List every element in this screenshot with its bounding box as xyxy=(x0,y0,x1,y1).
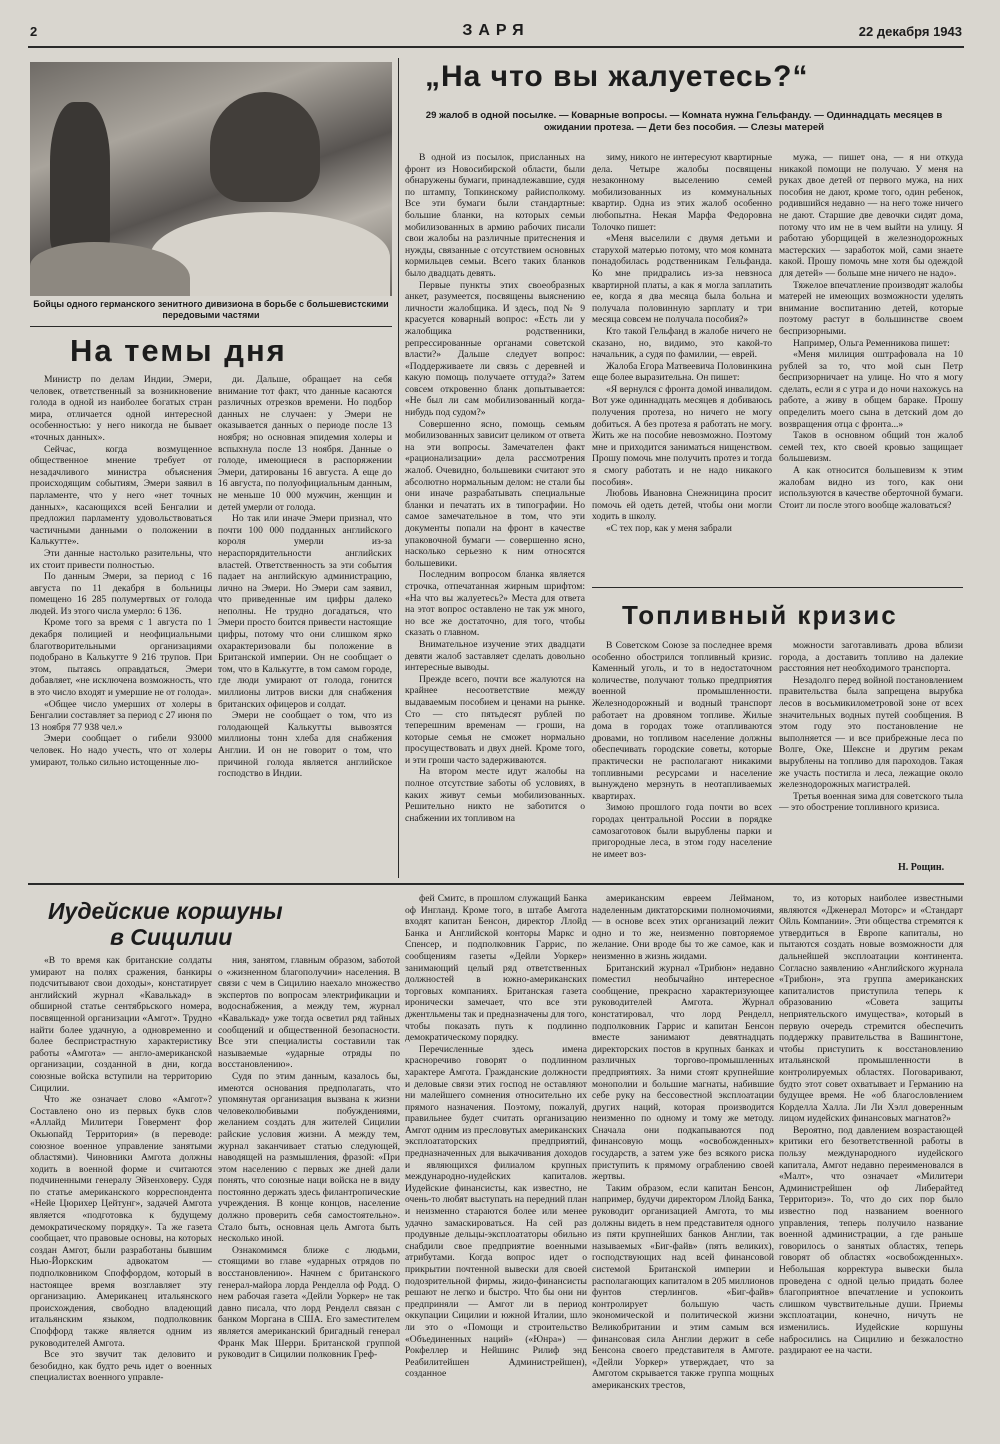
paragraph: Незадолго перед войной постановлением правительства была запрещена вырубка лесов в восьмикилометровой зоне от всех значительных водных путей сообщения. В этом году это постановление не выполняется — и все прибрежные леса по Волге, Оке, Шексне и другим рекам вырублены на топливо для пароходов. Такая же участь постигла и леса, лежащие около железнодорожных магистралей. xyxy=(779,674,963,791)
paragraph: фей Смитс, в прошлом служащий Банка оф Ингланд. Кроме того, в штабе Амгота входят капитан Бенсон, директор Ллойд Банка и Английской конторы Маркс и Спенсер, и подполковник Гаррис, по сообщениям газеты «Дейли Уоркер» занимающий целый ряд ответственных должностей в южно-американских торговых компаниях. Британская газета иронически замечает, что все эти джентльмены так и предназначены для того, чтобы показать путь к подлинно демократическому порядку. xyxy=(405,893,587,1044)
vultures-column-5 xyxy=(779,893,963,1435)
vultures-column-4 xyxy=(592,893,774,1435)
rule-under-photo xyxy=(30,326,392,327)
paragraph: Британский журнал «Трибюн» недавно поместил необычайно интересное сообщение, прекрасно характеризующее руководителей Амгота. Журнал констатировал, что лорд Ренделл, подполковник Гаррис и капитан Бенсон вместе занимают девятнадцать директорских постов в крупных банках и различных торгово-промышленных предприятиях. За ними стоят крупнейшие монополии и большие магнаты, набившие себе руку на бессовестной эксплоатации других наций, которая производится неизменно по одному и тому же методу. Сначала они подкапываются под финансовую мощь «освобожденных» государств, а затем уже без всякого риска приступить к прямому ограблению своей жертвы. xyxy=(592,962,774,1183)
paragraph: ния, занятом, главным образом, заботой о «жизненном благополучии» населения. В связи с чем в Сицилию наехало множество экспертов по вопросам электрификации и водоснабжения, а между тем, журнал «Кавалькад» уже тогда осветил ряд тайных сообщений и общественной безопасности. Все эти специалисты составили так называемые «ударные отряды по восстановлению». xyxy=(218,955,400,1071)
rule-above-fuel xyxy=(592,587,963,588)
fuel-column-2 xyxy=(779,640,963,855)
paragraph: американским евреем Лейманом, наделенным диктаторскими полномочиями, — в основе всех этих организаций лежит одно и то же, неизменно повторяемое желание. Они вроде бы то же самое, как и неизменно в жизнь жидами. xyxy=(592,893,774,962)
paragraph: Жалоба Егора Матвеевича Половинкина еще более выразительна. Он пишет: xyxy=(592,360,772,384)
paragraph: Ознакомимся ближе с людьми, стоящими во главе «ударных отрядов по восстановлению». Начнем с британского генерал-майора лорда Ренделла оф Родд. О нем рабочая газета «Дейли Уоркер» не так давно писала, что лорд Ренделл связан с банком Моргана в США. Его заместителем является американский бригадный генерал Франк Мак Шерри. Британской группой руководит в Сицилии полковник Греф- xyxy=(218,1244,400,1361)
fuel-headline: Топливный кризис xyxy=(622,600,898,630)
paragraph: Последним вопросом бланка является строчка, отпечатанная жирным шрифтом: «На что вы жалуетесь?» Места для ответа на этот вопрос оставлено не так уж много, но все же достаточно, для того, чтобы сказать о главном. xyxy=(405,569,585,639)
paragraph: Кроме того за время с 1 августа по 1 декабря полицией и неофициальными благотворительными организациями подобрано в Калькутте 9 216 трупов. При этом, пытаясь оправдаться, Эмери добавляет, «не исключена возможность, что в это число входят и умершие не от голода». xyxy=(30,617,212,699)
news-photo xyxy=(30,62,392,296)
paragraph: Третья военная зима для советского тыла — это обострение топливного кризиса. xyxy=(779,790,963,814)
column-rule-top xyxy=(398,58,399,878)
paragraph: Судя по этим данным, казалось бы, имеются основания предполагать, что упомянутая организация вызвана к жизни человеколюбивыми побуждениями, желанием создать для жителей Сицилии райские условия жизни. А между тем, журнал заканчивает статью следующей, наводящей на размышления, фразой: «При этом населению с первых же дней дали понять, что союзные наци войска не в виду постоянно держать здесь филантропические учреждения. В конце концов, население должно проверить себя самостоятельно». Стало быть, основная цель Амгота быть несколько иной. xyxy=(218,1070,400,1245)
themes-column-1 xyxy=(30,374,212,879)
fuel-column-1 xyxy=(592,640,772,878)
paragraph: Эмери сообщает о гибели 93000 человек. Но надо учесть, что от холеры умирают, только сильно истощенные лю- xyxy=(30,733,212,768)
paragraph: Перечисленные здесь имена красноречиво говорят о подлинном характере Амгота. Гражданские должности и деловые связи этих господ не оставляют ни малейшего сомнения относительно их прямого назначения. Поэтому, пожалуй, правильнее будет считать организацию Амгот одним из пресловутых американских эксплоататорских предприятий, предназначенных для выкачивания доходов и являющихся филиалом крупных международно-иудейских капиталов. Иудейские финансисты, как известно, не очень-то любят выступать на передний план и неизменно стараются более или менее удачно замаскироваться. На сей раз продувные дельцы-эксплоататоры обильно снабдили свое предприятие военными атрибутами. Когда вопрос идет о прикрытии почтенной вывески для своей подозрительной фирмы, жидо-финансисты решают не легко и быстро. Что бы они ни предприняли — Амгот ли в период оккупации Сицилии и южной Италии, шло ли это о «Помощи и строительство «Объединенных наций» («Юнра») — Рокфеллер и Нейшинс Рилиф энд Реабилитейшен Администрейшен), созданное xyxy=(405,1043,587,1380)
paragraph: Совершенно ясно, помощь семьям мобилизованных зависит целиком от ответа на эти вопросы. Замечателен факт «рационализации» дела рассмотрения жалоб. Очевидно, большевики считают это абсолютно нормальным делом: не стали бы они иначе разрабатывать специальные бланки и печатать их в типографии. Но самое замечательное в том, что эти документы попали на фронт в качестве упаковочной бумаги — совершенно ясно, насколько серьезно к ним относятся большевики. xyxy=(405,418,585,569)
paragraph: «Меня милиция оштрафовала на 10 рублей за то, что мой сын Петр беспризорничает на улице. Но что я могу сделать, если я с утра и до ночи нахожусь на работе, а живу в общем бараке. Прошу определить моего сына в детский дом до возвращения отца с фронта...» xyxy=(779,349,963,430)
paragraph: можности заготавливать дрова вблизи города, а доставить топливо на далекие расстояния нет необходимого транспорта. xyxy=(779,640,963,675)
vultures-column-2 xyxy=(218,955,400,1435)
paragraph: Тяжелое впечатление производят жалобы матерей не имеющих возможности уделять внимание воспитанию детей, которые поэтому растут в большинстве своем беспризорными. xyxy=(779,279,963,337)
paragraph: то, из которых наиболее известными являются «Дженерал Моторс» и «Стандарт Ойль Компании». Эти общества стремятся к утвердиться в Европе капиталы, но пытаются создать новые возможности для дальнейшей эксплоатации континента. Согласно заявлению «Английского журнала «Трибюн», эта группа американских капиталистов приступила теперь к образованию «Совета защиты неприятельского имущества», который в первую очередь стремится обеспечить поддержку правительства в Вашингтоне, чтобы приступить к восстановлению итальянской промышленности в контролируемых областях. Поговаривают, будто этот совет охватывает и Германию на будущее время. Не «об благословлением Корделла Халла. Ли Ли Хэлл доверенным лицом иудейских финансовых магнатов?» xyxy=(779,893,963,1125)
newspaper-title: ЗАРЯ xyxy=(462,22,530,39)
paragraph: ди. Дальше, обращает на себя внимание тот факт, что данные касаются различных отрезков времени. Но подбор данных не случаен: у Эмери не оказывается данных о периоде после 13 ноября; но основная эпидемия холеры и вспыхнула после 13 ноября. Данные о голоде, имеющиеся в распоряжении Эмери, датированы 16 августа. А еще до 16 августа, по полуофициальным данным, не меньше 10 000 мужчин, женщин и детей умерли от голода. xyxy=(218,374,392,513)
paragraph: Эмери не сообщает о том, что из голодающей Калькутты вывозятся миллионы тонн хлеба для снабжения Англии. И он не говорит о том, что причиной голода является английское господство в Индии. xyxy=(218,710,392,780)
header-rule xyxy=(28,46,964,48)
vultures-headline-1: Иудейские коршуны xyxy=(48,898,283,924)
complaints-column-3 xyxy=(779,152,963,582)
paragraph: Таким образом, если капитан Бенсон, например, будучи директором Ллойд Банка, руководит организацией Амгота, то мы должны видеть в нем представителя одного из пяти крупнейших банков Англии, так называемых «Биг-файв» (пять великих), господствующих над всей финансовой системой Британской империи и располагающих капиталом в 205 миллионов фунтов стерлингов. «Биг-файв» контролирует большую часть экономической и политической жизни Великобритании и этим самым вся финансовая сила Англии держит в себе Бенсона своего представителя в Амготе. «Дейли Уоркер» утверждает, что за Амготом скрывается также группа мощных американских трестов, xyxy=(592,1182,774,1391)
paragraph: А как относится большевизм к этим жалобам видно из того, как они используются в качестве оберточной бумаги. Стоит ли после этого вообще жаловаться? xyxy=(779,465,963,511)
paragraph: Кто такой Гельфанд в жалобе ничего не сказано, но, видимо, это какой-то начальник, а судя по фамилии, — еврей. xyxy=(592,325,772,361)
photo-caption: Бойцы одного германского зенитного дивизиона в борьбе с большевистскими передовыми частями xyxy=(33,299,389,320)
paragraph: Эти данные настолько разительны, что их стоит привести полностью. xyxy=(30,547,212,571)
complaints-column-2 xyxy=(592,152,772,582)
paragraph: Но так или иначе Эмери признал, что почти 100 000 подданных английского короля умерли из-за нераспорядительности английских властей. Ответственность за эти события падает на английскую администрацию, лично на Эмери. Но Эмери сам заявил, что приведенные им цифры далеко неполны. Не трудно догадаться, что Эмери просто боится привести настоящие цифры, потому что они слишком ярко охарактеризовали бы положение в Британской империи. Он не сообщает о том, что в Калькутте, в том самом городе, где люди умирают от голода, гонится миллионы литров виски для снабжения британских офицеров и солдат. xyxy=(218,513,392,710)
paragraph: Что же означает слово «Амгот»? Составлено оно из первых букв слов «Аллайд Милитери Говермент фор Окьюпайд Территория» (в переводе: союзное военное управление занятыми областями). Чиновники Амгота должны ходить в военной форме и считаются подчиненными генералу Эйзенховеру. Судя по статье американского корреспондента «Нейе Цюрихер Цейтунг», задачей Амгота является «подготовка к будущему демократическому порядку». Та же газета сообщает, что правовые основы, на которых создан Амгот, были разработаны бывшим Нью-Йоркским адвокатом — подполковником Споффордом, который в настоящее время возглавляет эту организацию. Американец итальянского происхождения, свободно владеющий итальянским языком, подполковник Споффорд также является одним из руководителей Амгота. xyxy=(30,1094,212,1349)
paragraph: Например, Ольга Ременникова пишет: xyxy=(793,337,950,349)
paragraph: «Я вернулся с фронта домой инвалидом. Вот уже одиннадцать месяцев я добиваюсь получения протеза, но ничего не могу добиться. А без протеза я работать не могу. Жить же на пособие невозможно. Поэтому мне и приходится заниматься нищенством. Прошу помочь мне получить протез и тогда я смогу работать и не надо никакого пособия». xyxy=(592,383,772,488)
themes-headline: На темы дня xyxy=(70,333,287,368)
complaints-column-1 xyxy=(405,152,585,879)
vultures-column-1 xyxy=(30,955,212,1435)
paragraph: «Меня выселили с двумя детьми и старухой матерью потому, что моя комната понадобилась родственникам Гельфанда. Ко мне придрались из-за невзноса квартирной платы, а как я могла заплатить ее, когда я два месяца была больна и получала половинную зарплату и три месяца совсем не получала пособия?» xyxy=(592,233,772,326)
vultures-headline-2: в Сицилии xyxy=(110,924,233,950)
paragraph: Внимательное изучение этих двадцати девяти жалоб заставляет сделать довольно интересные выводы. xyxy=(405,638,585,674)
paragraph: Министр по делам Индии, Эмери, человек, ответственный за возникновение голода в одной из наиболее богатых стран мира, отличается одной интересной особенностью: у него никогда не бывает «точных данных». xyxy=(30,374,212,443)
paragraph: Зимою прошлого года почти во всех городах центральной России в порядке самозаготовок были вырублены парки и пригородные леса, в этом году население не имеет воз- xyxy=(592,802,772,860)
paragraph: Прежде всего, почти все жалуются на крайнее несоответствие между выдаваемым пособием и ценами на рынке. Сто — сто пятьдесят рублей по теперешним временам — гроши, на которые семья не сможет нормально просуществовать и двух дней. Кроме того, и эти гроши часто задерживаются. xyxy=(405,673,585,766)
page-number: 2 xyxy=(30,24,38,39)
paragraph: Все это звучит так деловито и безобидно, как будто речь идет о военных специалистах военного управле- xyxy=(30,1349,212,1384)
paragraph: Вероятно, под давлением возрастающей критики его безответственной работы в пользу международного иудейского капитала, Амгот недавно переименовался в «Малт», что означает «Милитери Администрейшен оф Либерайтед Территориэ». То, что до сих пор было известно под названием военного управления, теперь получило название военной администрации, а где раньше говорилось о занятых областях, теперь говорят об областях «освобожденных». Небольшая корректура вывески была проведена с одной целью придать более благоприятное впечатление и успокоить слишком чувствительные души. Приемы эксплоатации, конечно, ничуть не изменились. Иудейские коршуны набросились на Сицилию и безжалостно раздирают ее на части. xyxy=(779,1124,963,1357)
paragraph: Любовь Ивановна Снежницина просит помочь ей одеть детей, чтобы они могли ходить в школу. xyxy=(592,488,772,523)
paragraph: Сейчас, когда возмущенное общественное мнение требует от незадачливого министра объяснения происходящим событиям, Эмери заявил в парламенте, что у него «нет точных данных», касающихся всей Бенгалии и предложил парламенту удовольствоваться частичными данными о положении в Калькутте». xyxy=(30,443,212,548)
page-header xyxy=(30,24,962,44)
issue-date: 22 декабря 1943 xyxy=(858,24,962,39)
paragraph: «Общее число умерших от холеры в Бенгалии составляет за период с 27 июня по 13 ноября 77 938 чел.» xyxy=(30,698,212,733)
paragraph: По данным Эмери, за период с 16 августа по 11 декабря в больницы помещено 16 285 полумертвых от голода людей. Из этого числа умерло: 6 136. xyxy=(30,571,212,617)
paragraph: зиму, никого не интересуют квартирные дела. Четыре жалобы посвящены незаконному выселению семей мобилизованных из коммунальных квартир. Одна из этих жалоб особенно любопытна. Некая Марфа Федоровна Толочко пишет: xyxy=(592,152,772,233)
complaints-subheadline: 29 жалоб в одной посылке. — Коварные вопросы. — Комната нужна Гельфанду. — Одиннадцать месяцев в ожидании протеза. — Дети без пособия. — Слезы матерей xyxy=(425,110,943,133)
complaints-headline: „На что вы жалуетесь?“ xyxy=(425,60,809,93)
section-rule xyxy=(28,883,964,885)
paragraph: «В то время как британские солдаты умирают на полях сражения, банкиры подсчитывают свои доходы», констатирует английский журнал «Кавалькад» в обширной статье сентябрьского номера, посвященной организации «Амгот». Трудно найти более удачную, а одновременно и более беспристрастную характеристику работы «Амгота» — англо-американской организации, созданной в дни, когда союзные войска вступили на территорию Сицилии. xyxy=(30,955,212,1094)
vultures-column-3 xyxy=(405,893,587,1435)
fuel-signature: Н. Рощин. xyxy=(898,862,945,873)
paragraph: Первые пункты этих своеобразных анкет, разумеется, посвящены выяснению личности жалобщика. И здесь, под № 9 красуется коварный вопрос: «Есть ли у жалобщика родственники, репрессированные органами советской власти?» Дальше следует вопрос: «Поддерживаете ли связь с деревней и какую помощь получаете оттуда?» Затем совсем откровенно бланк допытывается: «Не был ли сам мобилизованный когда-нибудь под судом?» xyxy=(405,279,585,419)
paragraph: В Советском Союзе за последнее время особенно обострился топливный кризис. Каменный уголь, и то в недостаточном количестве, получают только предприятия военной промышленности. Железнодорожный и водный транспорт работает на дровяном топливе. Жилые дома в городах тоже отапливаются дровами, но топливом население должны обеспечивать городские советы, которые практически не располагают никакими топливными ресурсами и население вынуждено мерзнуть в неотапливаемых квартирах. xyxy=(592,640,772,802)
paragraph: мужа, — пишет она, — я ни откуда никакой помощи не получаю. У меня на руках двое детей от первого мужа, на них пособия не дают, кроме того, один ребенок, родившийся недавно — на него тоже ничего не дают. Старшие две девочки сидят дома, потому что им не в чем выйти на улицу. Я работаю уборщицей в железнодорожных мастерских — заработок мой, сами знаете какой. Прошу помочь мне хотя бы одеждой для детей» — больше мне ничего не надо». xyxy=(779,152,963,279)
paragraph: Таков в основном общий тон жалоб семей тех, кто своей кровью защищает большевизм. xyxy=(779,430,963,465)
themes-column-2 xyxy=(218,374,392,879)
paragraph: На втором месте идут жалобы на полное отсутствие заботы об условиях, в каких живут семьи мобилизованных. Решительно никто не заботится о снабжении их топливом на xyxy=(405,766,585,824)
paragraph: В одной из посылок, присланных на фронт из Новосибирской области, были обнаружены бумаги, принадлежавшие, судя по штампу, Топкинскому райисполкому. Все эти бумаги были стандартные: большие бланки, на которых семьи мобилизованных в армию рабочих писали свои жалобы на различные притеснения и нужды, связанные с отсутствием основных кормильцев семьи. Всего таких бланков было двадцать девять. xyxy=(405,152,585,279)
paragraph: «С тех пор, как у меня забрали xyxy=(606,523,732,534)
